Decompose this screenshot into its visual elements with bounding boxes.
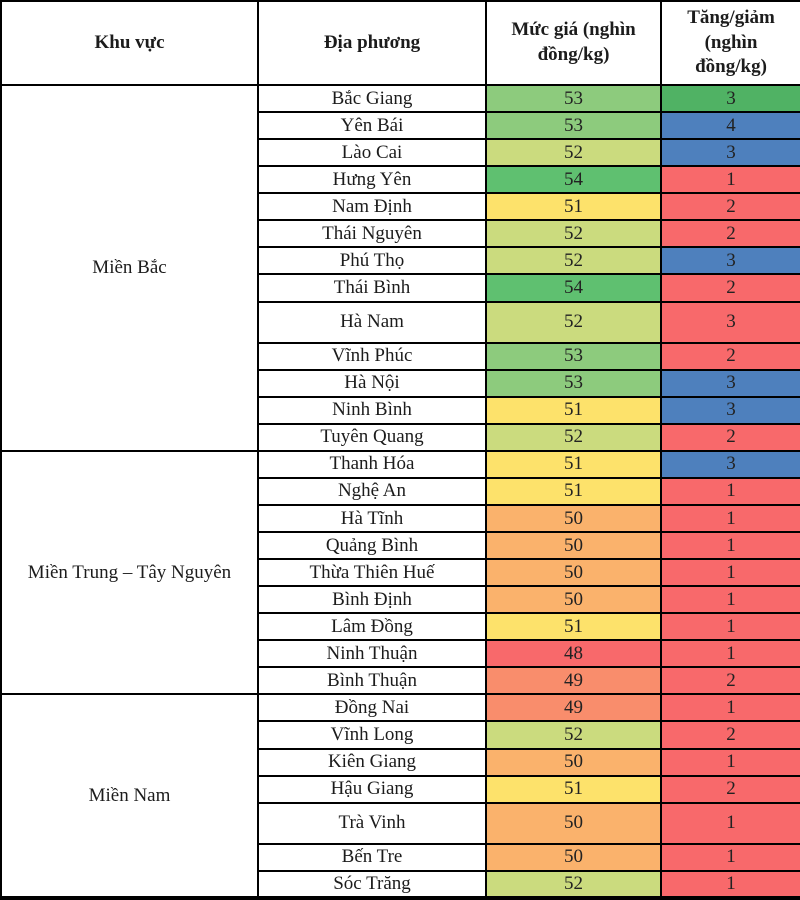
change-cell: 1 bbox=[661, 586, 800, 613]
price-cell: 50 bbox=[486, 844, 661, 871]
column-header-locality-label: Địa phương bbox=[323, 31, 421, 53]
change-cell: 1 bbox=[661, 871, 800, 898]
locality-cell: Ninh Bình bbox=[258, 397, 486, 424]
locality-cell: Nghệ An bbox=[258, 478, 486, 505]
price-cell: 51 bbox=[486, 478, 661, 505]
price-cell: 48 bbox=[486, 640, 661, 667]
change-cell: 2 bbox=[661, 220, 800, 247]
locality-cell: Thanh Hóa bbox=[258, 451, 486, 478]
locality-cell: Bến Tre bbox=[258, 844, 486, 871]
price-cell: 50 bbox=[486, 559, 661, 586]
locality-cell: Kiên Giang bbox=[258, 749, 486, 776]
locality-cell: Hưng Yên bbox=[258, 166, 486, 193]
change-cell: 1 bbox=[661, 505, 800, 532]
change-cell: 3 bbox=[661, 370, 800, 397]
locality-cell: Vĩnh Phúc bbox=[258, 343, 486, 370]
locality-cell: Bình Thuận bbox=[258, 667, 486, 694]
change-cell: 2 bbox=[661, 424, 800, 451]
change-cell: 3 bbox=[661, 139, 800, 166]
change-cell: 1 bbox=[661, 532, 800, 559]
price-cell: 52 bbox=[486, 302, 661, 343]
locality-cell: Hà Nội bbox=[258, 370, 486, 397]
price-cell: 50 bbox=[486, 749, 661, 776]
change-cell: 2 bbox=[661, 193, 800, 220]
price-cell: 52 bbox=[486, 424, 661, 451]
price-cell: 54 bbox=[486, 166, 661, 193]
locality-cell: Phú Thọ bbox=[258, 247, 486, 274]
price-cell: 54 bbox=[486, 274, 661, 301]
locality-cell: Ninh Thuận bbox=[258, 640, 486, 667]
locality-cell: Bắc Giang bbox=[258, 85, 486, 112]
column-header-price-label: Mức giá (nghìn đồng/kg) bbox=[511, 19, 636, 65]
column-header-region bbox=[1, 1, 258, 85]
change-cell: 2 bbox=[661, 274, 800, 301]
change-cell: 1 bbox=[661, 749, 800, 776]
locality-cell: Bình Định bbox=[258, 586, 486, 613]
change-cell: 3 bbox=[661, 85, 800, 112]
price-cell: 52 bbox=[486, 139, 661, 166]
table-row bbox=[1, 85, 800, 112]
locality-cell: Lào Cai bbox=[258, 139, 486, 166]
price-cell: 49 bbox=[486, 667, 661, 694]
price-cell: 51 bbox=[486, 451, 661, 478]
change-cell: 1 bbox=[661, 559, 800, 586]
change-cell: 3 bbox=[661, 451, 800, 478]
locality-cell: Thái Nguyên bbox=[258, 220, 486, 247]
table-row bbox=[1, 694, 800, 721]
price-cell: 52 bbox=[486, 247, 661, 274]
change-cell: 2 bbox=[661, 343, 800, 370]
change-cell: 1 bbox=[661, 166, 800, 193]
table-row bbox=[1, 451, 800, 478]
locality-cell: Nam Định bbox=[258, 193, 486, 220]
change-cell: 1 bbox=[661, 478, 800, 505]
table-body bbox=[1, 85, 800, 898]
price-cell: 50 bbox=[486, 803, 661, 844]
change-cell: 4 bbox=[661, 112, 800, 139]
price-cell: 50 bbox=[486, 586, 661, 613]
locality-cell: Quảng Bình bbox=[258, 532, 486, 559]
locality-cell: Hậu Giang bbox=[258, 776, 486, 803]
locality-cell: Hà Nam bbox=[258, 302, 486, 343]
change-cell: 3 bbox=[661, 397, 800, 424]
change-cell: 3 bbox=[661, 247, 800, 274]
price-cell: 53 bbox=[486, 85, 661, 112]
change-cell: 1 bbox=[661, 844, 800, 871]
locality-cell: Hà Tĩnh bbox=[258, 505, 486, 532]
price-cell: 53 bbox=[486, 343, 661, 370]
price-cell: 50 bbox=[486, 532, 661, 559]
change-cell: 1 bbox=[661, 803, 800, 844]
price-cell: 53 bbox=[486, 112, 661, 139]
column-header-price bbox=[486, 1, 661, 85]
column-header-change-label: Tăng/giảm (nghìn đồng/kg) bbox=[687, 6, 775, 78]
change-cell: 2 bbox=[661, 776, 800, 803]
price-cell: 49 bbox=[486, 694, 661, 721]
change-cell: 1 bbox=[661, 640, 800, 667]
price-cell: 52 bbox=[486, 220, 661, 247]
locality-cell: Thừa Thiên Huế bbox=[258, 559, 486, 586]
locality-cell: Đồng Nai bbox=[258, 694, 486, 721]
price-cell: 51 bbox=[486, 776, 661, 803]
table-header bbox=[1, 1, 800, 85]
locality-cell: Vĩnh Long bbox=[258, 721, 486, 748]
price-cell: 52 bbox=[486, 721, 661, 748]
price-cell: 51 bbox=[486, 397, 661, 424]
locality-cell: Tuyên Quang bbox=[258, 424, 486, 451]
price-cell: 51 bbox=[486, 613, 661, 640]
price-cell: 50 bbox=[486, 505, 661, 532]
locality-cell: Thái Bình bbox=[258, 274, 486, 301]
change-cell: 2 bbox=[661, 667, 800, 694]
region-cell: Miền Nam bbox=[1, 694, 258, 898]
change-cell: 2 bbox=[661, 721, 800, 748]
change-cell: 1 bbox=[661, 694, 800, 721]
region-cell: Miền Bắc bbox=[1, 85, 258, 451]
locality-cell: Sóc Trăng bbox=[258, 871, 486, 898]
price-cell: 53 bbox=[486, 370, 661, 397]
region-cell: Miền Trung – Tây Nguyên bbox=[1, 451, 258, 695]
header-row bbox=[1, 1, 800, 85]
change-cell: 1 bbox=[661, 613, 800, 640]
locality-cell: Yên Bái bbox=[258, 112, 486, 139]
locality-cell: Trà Vinh bbox=[258, 803, 486, 844]
locality-cell: Lâm Đồng bbox=[258, 613, 486, 640]
column-header-change bbox=[661, 1, 800, 85]
column-header-locality bbox=[258, 1, 486, 85]
change-cell: 3 bbox=[661, 302, 800, 343]
price-cell: 51 bbox=[486, 193, 661, 220]
column-header-region-label: Khu vực bbox=[94, 31, 165, 53]
price-cell: 52 bbox=[486, 871, 661, 898]
